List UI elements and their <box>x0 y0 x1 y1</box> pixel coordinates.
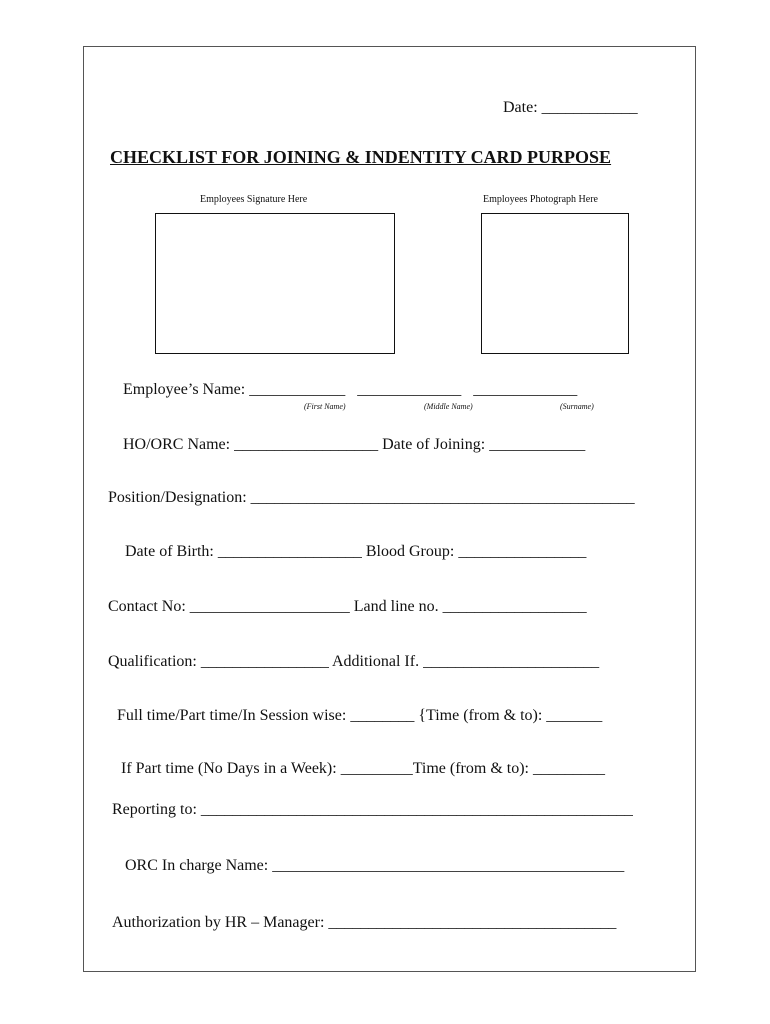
first-name-caption: (First Name) <box>304 402 346 411</box>
part-time-days-field: If Part time (No Days in a Week): _________Time (from & to): _________ <box>121 760 605 777</box>
form-title: CHECKLIST FOR JOINING & INDENTITY CARD PURPOSE <box>110 147 612 167</box>
ho-orc-name-field: HO/ORC Name: __________________ Date of Joining: ____________ <box>123 436 586 453</box>
date-of-birth-field: Date of Birth: __________________ Blood Group: ________________ <box>125 543 587 560</box>
form-page <box>83 46 696 972</box>
surname-caption: (Surname) <box>560 402 594 411</box>
employment-type-field: Full time/Part time/In Session wise: ________ {Time (from & to): _______ <box>117 707 603 724</box>
signature-caption: Employees Signature Here <box>200 194 308 205</box>
hr-authorization-field: Authorization by HR – Manager: ____________________________________ <box>112 914 617 931</box>
position-designation-field: Position/Designation: ________________________________________________ <box>108 489 635 506</box>
reporting-to-field: Reporting to: ______________________________________________________ <box>112 801 633 818</box>
middle-name-caption: (Middle Name) <box>424 402 473 411</box>
qualification-field: Qualification: ________________ Additional If. ______________________ <box>108 653 600 670</box>
signature-box <box>155 213 395 354</box>
contact-no-field: Contact No: ____________________ Land line no. __________________ <box>108 598 587 615</box>
photograph-box <box>481 213 629 354</box>
photo-caption: Employees Photograph Here <box>483 194 598 205</box>
date-field: Date: ____________ <box>503 99 638 116</box>
employee-name-field: Employee’s Name: ____________ _____________ _____________ <box>123 381 578 398</box>
orc-incharge-name-field: ORC In charge Name: ____________________________________________ <box>125 857 625 874</box>
